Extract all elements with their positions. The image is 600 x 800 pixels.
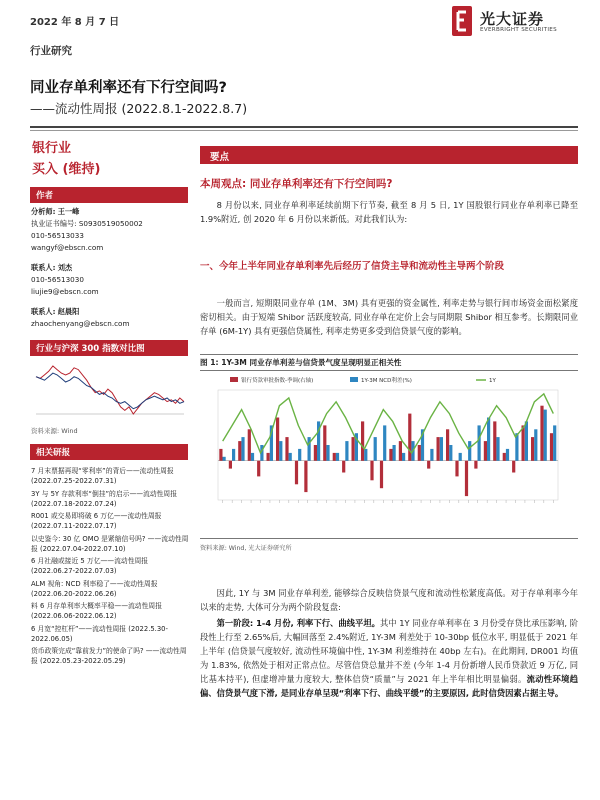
research-link[interactable]: 货币政策完成“靠前发力”的使命了吗? ——流动性周报 (2022.05.23-2022.05.29)	[31, 647, 187, 665]
bar	[493, 421, 496, 460]
contact1-line	[31, 262, 72, 274]
bar	[446, 429, 449, 460]
bar	[295, 461, 298, 485]
research-link[interactable]: 料 6 月存单利率大概率平稳——流动性周报 (2022.06.06-2022.06.12)	[31, 602, 162, 620]
analyst-line	[31, 206, 79, 218]
bar	[383, 425, 386, 460]
legend-label: 1Y-3M NCD利差(%)	[361, 378, 412, 384]
figure-title: 图 1: 1Y-3M 同业存单利差与信贷景气度呈现明显正相关性	[200, 358, 402, 367]
bar	[370, 461, 373, 481]
keypoint-header: 要点	[200, 146, 578, 164]
bar	[238, 441, 241, 461]
research-link[interactable]: 6 月宽“控杠杆”——流动性周报 (2022.5.30-2022.06.05)	[31, 624, 168, 643]
contact1-email[interactable]: liujie9@ebscn.com	[31, 287, 99, 296]
bar	[544, 410, 547, 461]
bar	[308, 437, 311, 461]
research-link[interactable]: 3Y 与 5Y 存款利率“倒挂”的启示——流动性周报 (2022.07.18-2022.07.24)	[31, 489, 178, 508]
bar	[380, 461, 383, 489]
research-link[interactable]: R001 或交易即将破 6 万亿——流动性周报 (2022.07.11-2022.07.17)	[31, 512, 162, 530]
contact1-name: 刘杰	[57, 263, 73, 272]
legend-label: 1Y	[489, 378, 496, 384]
analyst-name: 王一峰	[57, 207, 80, 216]
bar	[496, 437, 499, 461]
research-header: 相关研报	[30, 444, 188, 460]
bar	[459, 453, 462, 461]
report-date: 2022 年 8 月 7 日	[30, 17, 120, 28]
bar	[361, 421, 364, 460]
plot-frame	[218, 390, 558, 500]
logo-icon	[450, 6, 474, 36]
analyst-phone: 010-56513033	[31, 231, 84, 240]
bar	[267, 453, 270, 461]
legend-swatch	[230, 377, 238, 382]
bar	[345, 441, 348, 461]
spread-chart	[200, 372, 578, 534]
bar	[285, 437, 288, 461]
research-link[interactable]: 以史鉴今: 30 亿 OMO 是紧缩信号吗? ——流动性周报 (2022.07.04-2022.07.10)	[31, 534, 189, 553]
bar	[534, 429, 537, 460]
research-link[interactable]: 7 月末票据再现“零利率”的背后——流动性周报 (2022.07.25-2022.07.31)	[31, 467, 174, 485]
contact1-phone: 010-56513030	[31, 275, 84, 284]
bar	[393, 445, 396, 461]
index-chart-source: 资料来源: Wind	[31, 427, 78, 435]
research-link[interactable]: ALM 视角: NCD 利率稳了——流动性周报 (2022.06.20-2022.06.26)	[31, 579, 158, 598]
bar	[427, 461, 430, 469]
index-chart-header: 行业与沪深 300 指数对比图	[30, 340, 188, 356]
bar	[314, 445, 317, 461]
logo-subtext: EVERBRIGHT SECURITIES	[480, 27, 557, 33]
authors-header: 作者	[30, 187, 188, 203]
contact2-line	[31, 306, 79, 318]
bar	[251, 453, 254, 461]
contact2-name: 赵晨阳	[57, 307, 80, 316]
bar	[352, 437, 355, 461]
bar	[465, 461, 468, 496]
report-category: 行业研究	[30, 45, 72, 57]
bar	[540, 406, 543, 461]
view-paragraph: 8 月份以来, 同业存单利率延续前期下行节奏, 截至 8 月 5 日, 1Y 国股银行同业存单利率已降至 1.9%附近, 创 2020 年 6 月份以来新低。对此我们认为:	[200, 200, 578, 224]
bar	[223, 457, 226, 461]
bar	[531, 437, 534, 461]
bar	[364, 449, 367, 461]
bar	[437, 437, 440, 461]
rating-label: 买入 (维持)	[32, 162, 101, 177]
bar	[333, 453, 336, 461]
section1-title: 一、今年上半年同业存单利率先后经历了信贷主导和流动性主导两个阶段	[200, 261, 505, 272]
bar	[474, 461, 477, 469]
bar	[323, 425, 326, 460]
header-divider	[30, 126, 578, 128]
bar	[257, 461, 260, 477]
bar	[455, 461, 458, 477]
analyst-license: 执业证书编号: S0930519050002	[31, 219, 143, 228]
bar	[289, 453, 292, 461]
research-link[interactable]: 6 月社融或接近 5 万亿——流动性周报 (2022.06.27-2022.07.03)	[31, 557, 149, 575]
figure-title-rule	[200, 370, 578, 371]
figure-bottom-rule	[200, 538, 578, 539]
bar	[219, 449, 222, 461]
header-divider-thin	[30, 130, 578, 131]
industry-label: 银行业	[32, 141, 72, 156]
bar	[440, 437, 443, 461]
bar	[512, 461, 515, 473]
analyst-label: 分析师:	[31, 207, 56, 216]
bar	[399, 441, 402, 461]
bar	[276, 418, 279, 461]
index-comparison-chart	[32, 360, 188, 420]
bar	[279, 441, 282, 461]
section1-paragraph: 一般而言, 短期限同业存单 (1M、3M) 具有更强的资金属性, 利率走势与银行间市场资金面松紧度密切相关。由于短端 Shibor 活跃度较高, 同业存单在定价上会与同期限 Shibor 相互参考。长期限同业存单 (6M-1Y) 具有更强信贷属性, 利率走势更多受到信贷景气度的影响。	[200, 298, 578, 336]
figure-source: 资料来源: Wind, 光大证券研究所	[200, 545, 292, 552]
bar	[342, 461, 345, 473]
report-title: 同业存单利率还有下行空间吗?	[30, 80, 227, 96]
bar	[374, 437, 377, 461]
phase1-heading: 第一阶段: 1-4 月份, 利率下行、曲线平坦。	[216, 618, 380, 628]
bar	[503, 453, 506, 461]
phase1-conclusion: 流动性环境趋偏、信贷景气度下滑, 是同业存单呈现“利率下行、曲线平缓”的主要原因, 此时信贷因素占据主导。	[200, 674, 578, 698]
contact2-label: 联系人:	[31, 307, 56, 316]
report-subtitle: ——流动性周报 (2022.8.1-2022.8.7)	[30, 101, 248, 116]
paragraph-2: 因此, 1Y 与 3M 同业存单利差, 能够综合反映信贷景气度和流动性松紧度高低。对于存单利率今年以来的走势, 大体可分为两个阶段复盘:	[200, 588, 578, 612]
bar	[232, 449, 235, 461]
series-line-0	[36, 366, 184, 414]
bar	[418, 445, 421, 461]
bar	[298, 449, 301, 461]
bar	[487, 418, 490, 461]
legend-swatch	[350, 377, 358, 382]
bar	[525, 421, 528, 460]
bar	[449, 445, 452, 461]
phase1-body: 其中 1Y 同业存单利率在 3 月份受存贷比承压影响, 阶段性上行至 2.65%后, 大幅回落至 2.4%附近, 1Y-3M 利差处于 10-30bp 低位水平, 明显低于 2021 年上半年 (信贷景气度较好, 流动性环境偏中性, 1Y-3M 利差维持在 40bp 左右)。在此期间, DR001 均值为 1.83%, 依然处于相对正常点位。尽管信贷总量并不差 (今年 1-4 月份新增人民币贷款近 9 万亿, 同比基本持平), 但虚增冲量力度较大, 整体信贷“质量”与 2021 年上半年相比明显偏弱。	[200, 618, 578, 684]
bar	[430, 449, 433, 461]
bar	[478, 425, 481, 460]
bar	[484, 441, 487, 461]
bar	[402, 453, 405, 461]
bar	[408, 414, 411, 461]
bar	[553, 425, 556, 460]
bar	[229, 461, 232, 469]
bar	[506, 449, 509, 461]
bar	[522, 425, 525, 460]
contact2-email[interactable]: zhaochenyang@ebscn.com	[31, 319, 130, 328]
view-title: 本周观点: 同业存单利率还有下行空间吗?	[200, 178, 393, 190]
figure-top-rule	[200, 354, 578, 355]
legend-label: 银行贷款审批指数-季调(右轴)	[241, 378, 314, 384]
analyst-email[interactable]: wangyf@ebscn.com	[31, 243, 104, 252]
bar	[304, 461, 307, 492]
company-logo	[450, 6, 580, 38]
contact1-label: 联系人:	[31, 263, 56, 272]
bar	[550, 433, 553, 461]
bar	[326, 445, 329, 461]
bar	[468, 441, 471, 461]
bar	[248, 429, 251, 460]
bar	[336, 453, 339, 461]
phase1-paragraph	[200, 616, 578, 700]
bar	[241, 437, 244, 461]
bar	[389, 449, 392, 461]
logo-text: 光大证券	[480, 10, 545, 28]
